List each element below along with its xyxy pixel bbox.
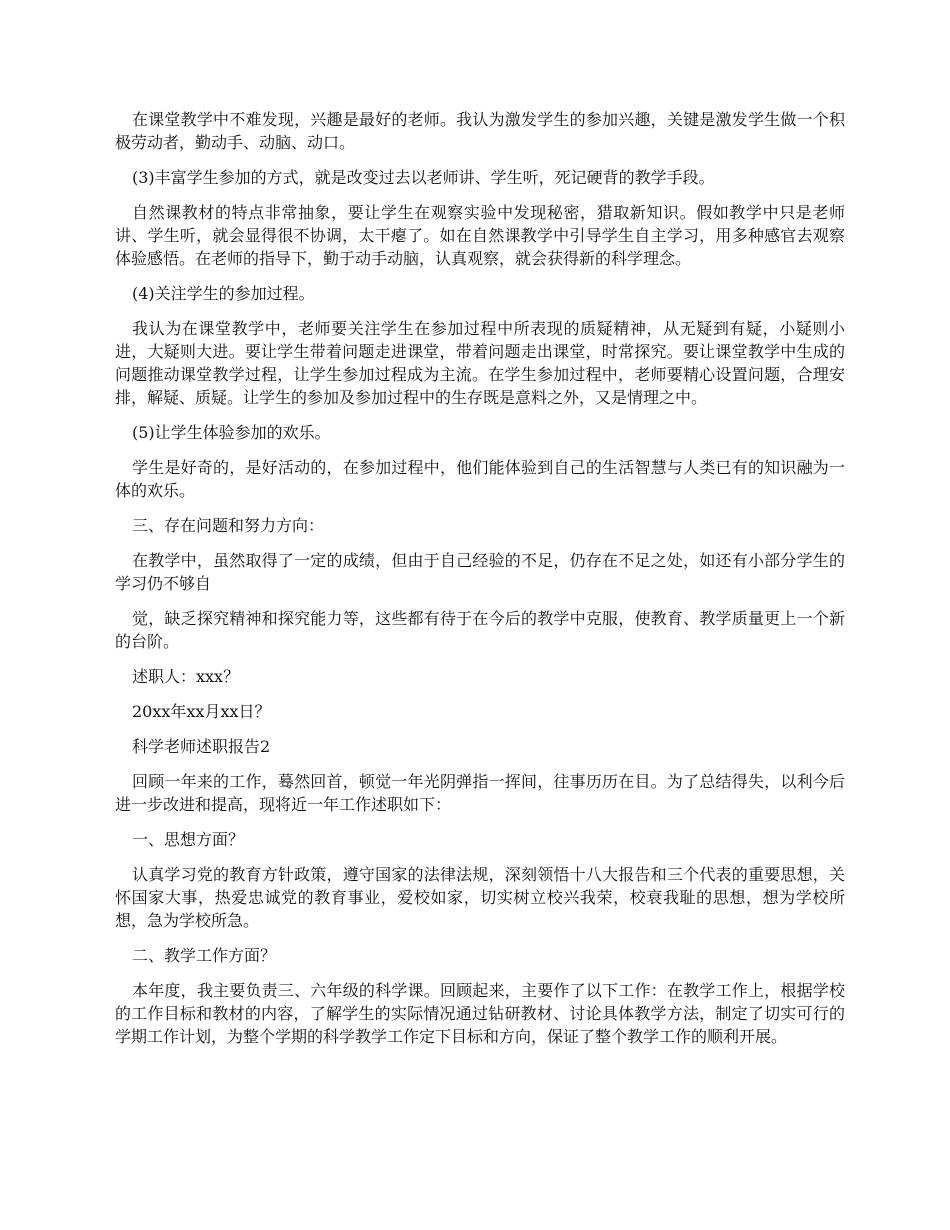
- section-heading: 一、思想方面？: [132, 830, 245, 849]
- section-heading: 二、教学工作方面？: [132, 946, 277, 965]
- paragraph: (4)关注学生的参加过程。: [132, 284, 315, 303]
- paragraph: 觉，缺乏探究精神和探究能力等，这些都有待于在今后的教学中克服，使教育、教学质量更上一个新的台阶。: [115, 609, 845, 651]
- date-line: 20xx年xx月xx日？: [132, 702, 271, 721]
- paragraph: (3)丰富学生参加的方式，就是改变过去以老师讲、学生听，死记硬背的教学手段。: [132, 168, 715, 187]
- paragraph: 我认为在课堂教学中，老师要关注学生在参加过程中所表现的质疑精神，从无疑到有疑，小疑则小进，大疑则大进。要让学生带着问题走进课堂，带着问题走出课堂，时常探究。要让课堂教学中生成的问题推动课堂教学过程，让学生参加过程成为主流。在学生参加过程中，老师要精心设置问题，合理安排，解疑、质疑。让学生的参加及参加过程中的生存既是意料之外，又是情理之中。: [115, 319, 845, 407]
- paragraph: 回顾一年来的工作，蓦然回首，顿觉一年光阴弹指一挥间，往事历历在目。为了总结得失，以利今后进一步改进和提高，现将近一年工作述职如下：: [115, 772, 845, 814]
- paragraph: 本年度，我主要负责三、六年级的科学课。回顾起来，主要作了以下工作：在教学工作上，根据学校的工作目标和教材的内容，了解学生的实际情况通过钻研教材、讨论具体教学方法，制定了切实可行的学期工作计划，为整个学期的科学教学工作定下目标和方向，保证了整个教学工作的顺利开展。: [115, 981, 845, 1046]
- paragraph: 在教学中，虽然取得了一定的成绩，但由于自己经验的不足，仍存在不足之处，如还有小部分学生的学习仍不够自: [115, 551, 845, 593]
- paragraph: 在课堂教学中不难发现，兴趣是最好的老师。我认为激发学生的参加兴趣，关键是激发学生做一个积极劳动者，勤动手、动脑、动口。: [115, 110, 845, 152]
- paragraph: (5)让学生体验参加的欢乐。: [132, 423, 331, 442]
- paragraph: 学生是好奇的，是好活动的，在参加过程中，他们能体验到自己的生活智慧与人类已有的知识融为一体的欢乐。: [115, 458, 845, 500]
- section-heading: 三、存在问题和努力方向：: [132, 516, 325, 535]
- paragraph: 自然课教材的特点非常抽象，要让学生在观察实验中发现秘密，猎取新知识。假如教学中只是老师讲、学生听，就会显得很不协调，太干瘪了。如在自然课教学中引导学生自主学习，用多种感官去观察体验感悟。在老师的指导下，勤于动手动脑，认真观察，就会获得新的科学理念。: [115, 203, 845, 268]
- paragraph: 认真学习党的教育方针政策，遵守国家的法律法规，深刻领悟十八大报告和三个代表的重要思想，关怀国家大事，热爱忠诚党的教育事业，爱校如家，切实树立校兴我荣，校衰我耻的思想，想为学校所想，急为学校所急。: [115, 865, 845, 930]
- document-body: [115, 108, 845, 1060]
- report-title: 科学老师述职报告2: [132, 737, 271, 756]
- reporter-line: 述职人：xxx？: [132, 667, 240, 686]
